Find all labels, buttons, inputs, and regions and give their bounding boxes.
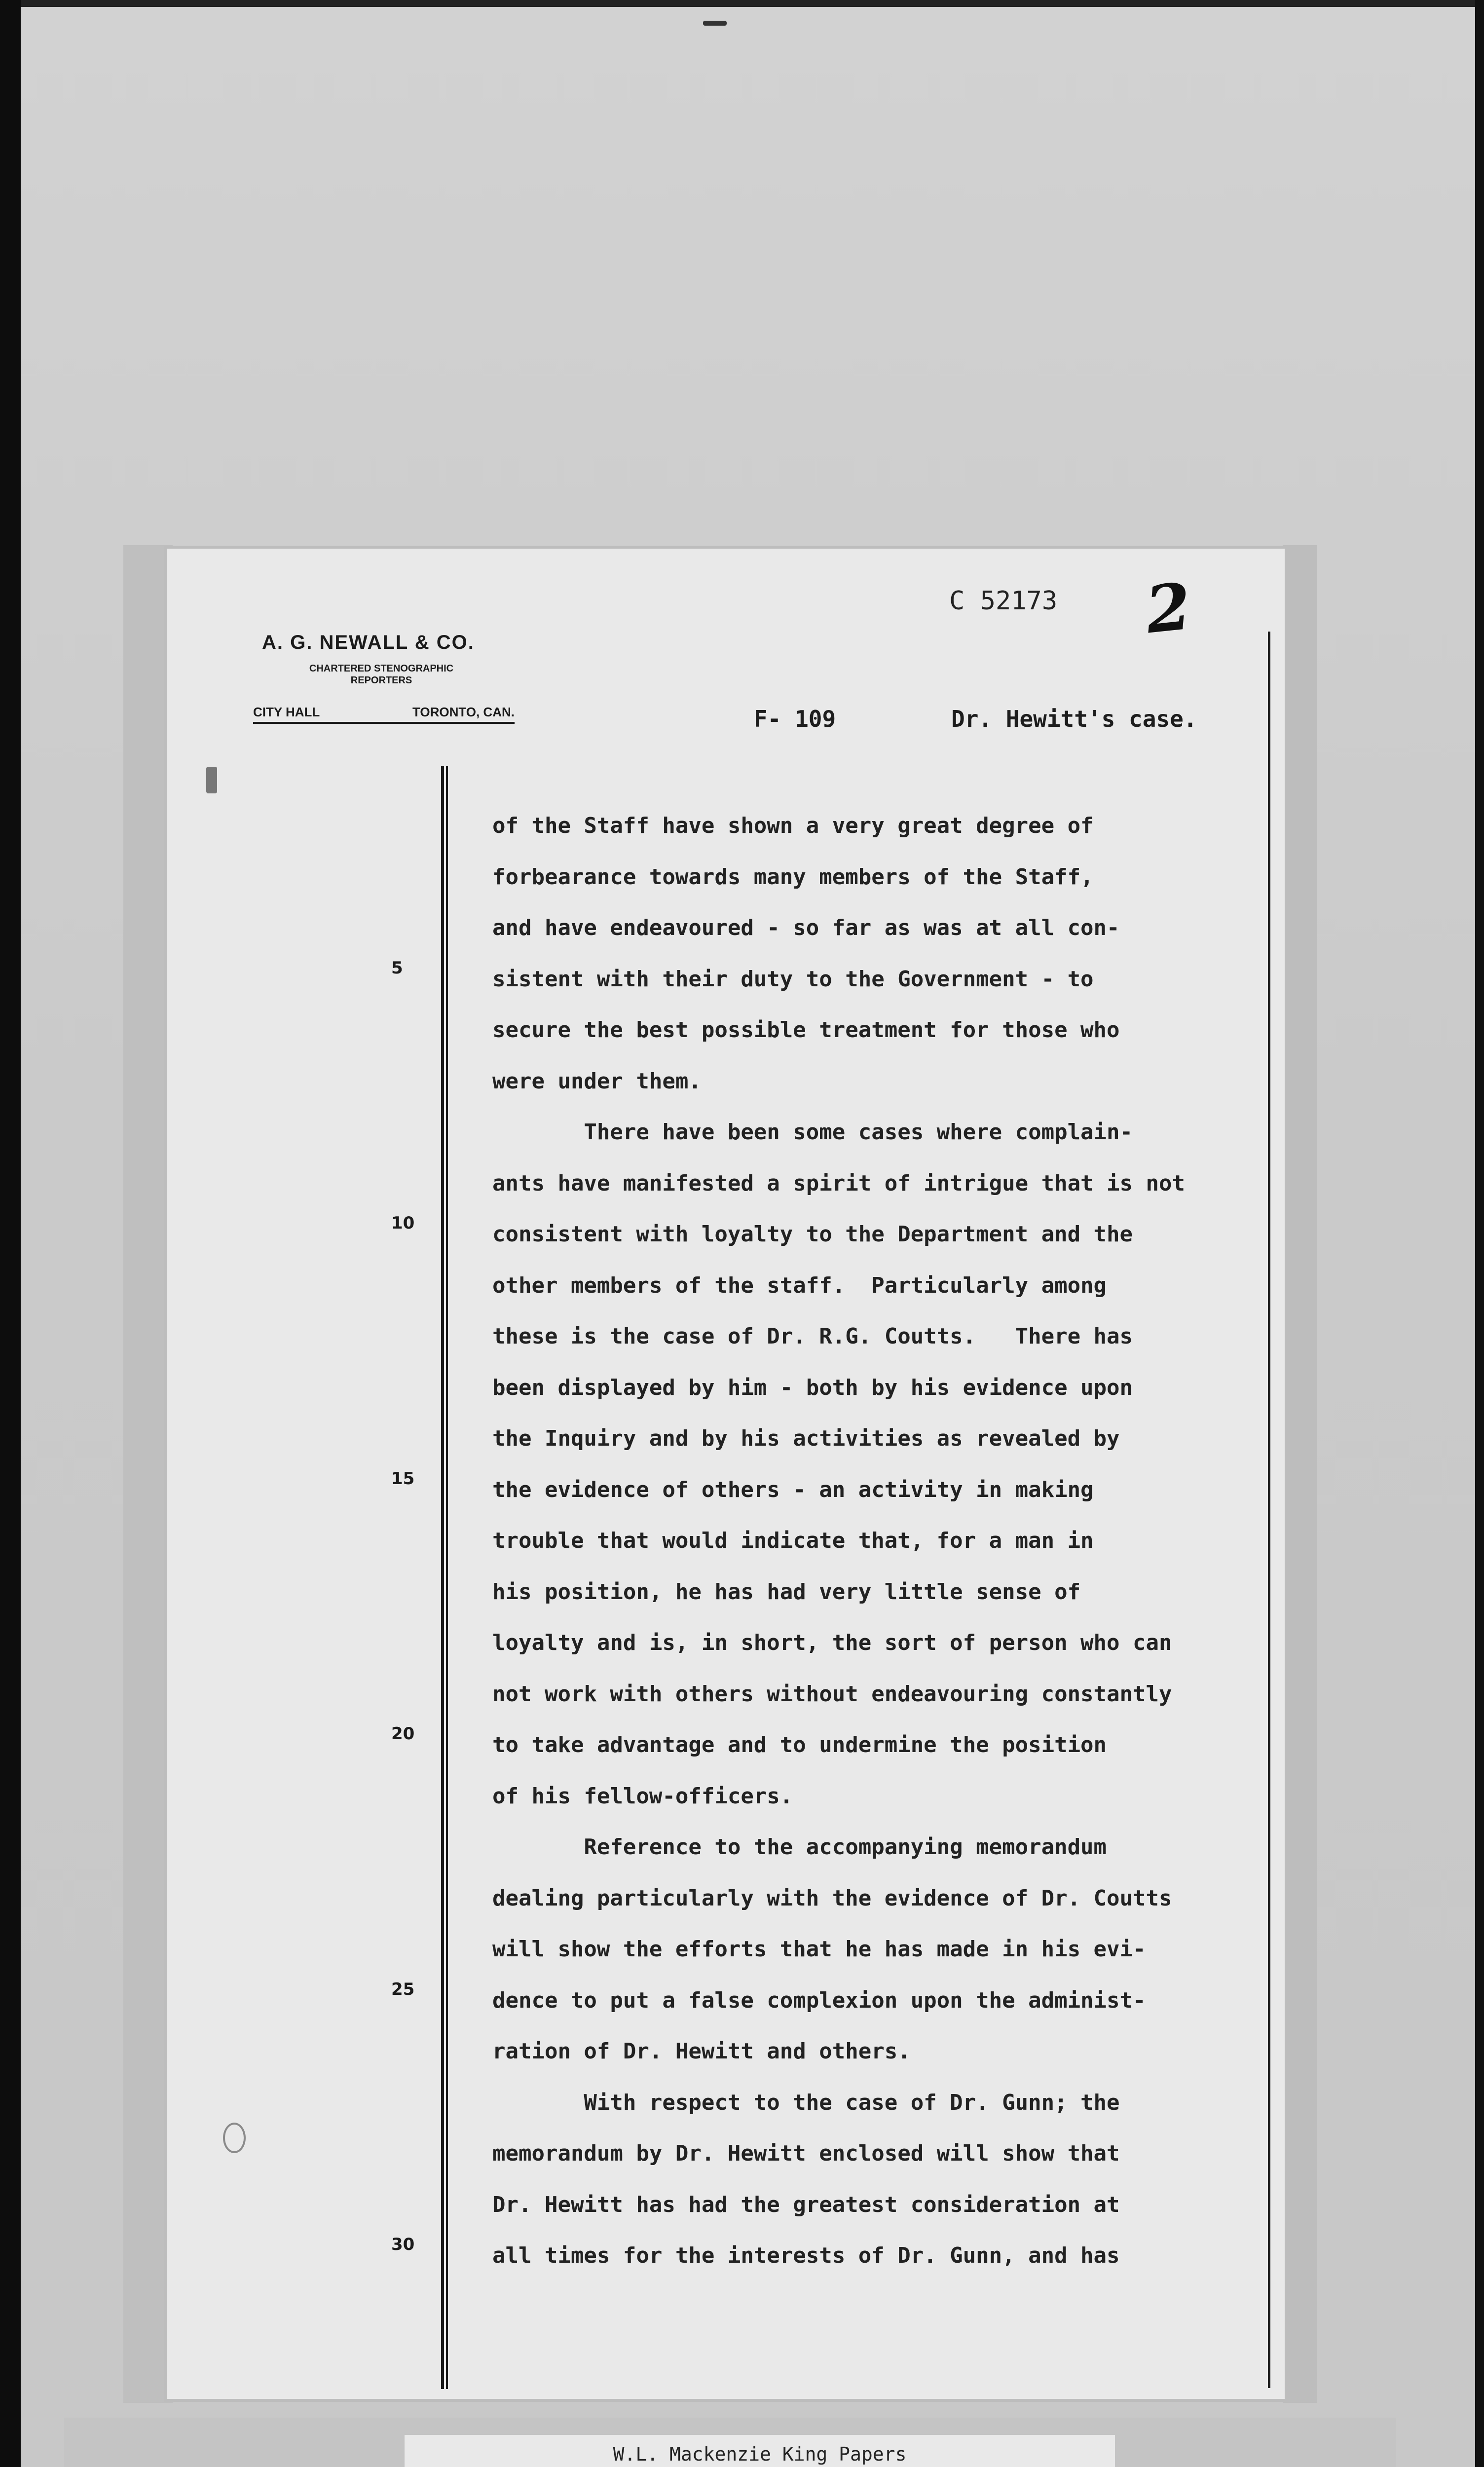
text-line: ration of Dr. Hewitt and others. — [492, 2039, 911, 2064]
sheet-shadow-left — [123, 545, 173, 2403]
binder-mark — [206, 767, 217, 793]
text-line: dealing particularly with the evidence of Dr. Coutts — [492, 1885, 1172, 1911]
text-line: all times for the interests of Dr. Gunn, and has — [492, 2243, 1120, 2268]
text-line: of the Staff have shown a very great degree of — [492, 813, 1094, 838]
line-number: 30 — [391, 2235, 415, 2254]
line-number: 10 — [391, 1213, 415, 1233]
film-edge-right — [1475, 0, 1484, 2467]
handwritten-page-number: 2 — [1142, 568, 1195, 648]
text-line: forbearance towards many members of the Staff, — [492, 864, 1094, 890]
text-line: sistent with their duty to the Government - to — [492, 966, 1094, 992]
text-line: not work with others without endeavouring constantly — [492, 1681, 1172, 1707]
line-number: 20 — [391, 1724, 415, 1744]
letterhead-subtitle-line2: REPORTERS — [350, 675, 412, 686]
text-line: secure the best possible treatment for those who — [492, 1017, 1120, 1043]
line-number: 15 — [391, 1469, 415, 1489]
reference-code: F- 109 — [754, 706, 836, 732]
text-line: of his fellow-officers. — [492, 1783, 793, 1809]
letterhead-location: TORONTO, CAN. — [412, 705, 515, 719]
letterhead — [253, 632, 515, 719]
text-line: his position, he has had very little sense of — [492, 1579, 1081, 1605]
text-line: consistent with loyalty to the Department and the — [492, 1222, 1133, 1247]
text-line: will show the efforts that he has made in his evi- — [492, 1937, 1146, 1962]
text-line: Dr. Hewitt has had the greatest consideration at — [492, 2192, 1120, 2217]
text-line: were under them. — [492, 1068, 702, 1094]
text-line: With respect to the case of Dr. Gunn; the — [492, 2090, 1120, 2115]
line-number: 5 — [391, 958, 403, 978]
letterhead-subtitle — [253, 663, 510, 686]
body-text — [492, 800, 1262, 2281]
margin-rule-left-inner — [446, 766, 448, 2389]
letterhead-city-hall: CITY HALL — [253, 705, 320, 719]
text-line: trouble that would indicate that, for a man in — [492, 1528, 1094, 1553]
text-line: loyalty and is, in short, the sort of person who can — [492, 1630, 1172, 1655]
text-line: dence to put a false complexion upon the administ- — [492, 1987, 1146, 2013]
text-line: ants have manifested a spirit of intrigue that is not — [492, 1170, 1185, 1196]
film-mark — [703, 21, 727, 26]
letterhead-firm: A. G. NEWALL & CO. — [262, 632, 475, 653]
text-line: the Inquiry and by his activities as revealed by — [492, 1426, 1120, 1451]
text-line: to take advantage and to undermine the position — [492, 1732, 1107, 1757]
text-line: other members of the staff. Particularly among — [492, 1272, 1107, 1298]
text-line: these is the case of Dr. R.G. Coutts. There has — [492, 1324, 1133, 1349]
film-edge-left — [0, 0, 21, 2467]
case-title: Dr. Hewitt's case. — [951, 706, 1197, 732]
margin-rule-left — [441, 766, 444, 2389]
collection-name: W.L. Mackenzie King Papers — [613, 2443, 907, 2465]
film-edge-top — [0, 0, 1484, 7]
text-line: been displayed by him - both by his evidence upon — [492, 1375, 1133, 1400]
margin-rule-right — [1268, 632, 1270, 2388]
letterhead-address — [253, 705, 515, 724]
text-line: memorandum by Dr. Hewitt enclosed will show that — [492, 2141, 1120, 2166]
collection-label — [405, 2442, 1115, 2467]
text-line: the evidence of others - an activity in making — [492, 1477, 1094, 1502]
letterhead-subtitle-line1: CHARTERED STENOGRAPHIC — [309, 663, 454, 674]
document-page — [167, 549, 1285, 2399]
text-line: Reference to the accompanying memorandum — [492, 1834, 1107, 1860]
sheet-shadow-right — [1283, 545, 1317, 2403]
text-line: and have endeavoured - so far as was at all con- — [492, 915, 1120, 940]
punch-hole — [223, 2123, 246, 2153]
document-number: C 52173 — [949, 586, 1058, 616]
line-number: 25 — [391, 1980, 415, 1999]
text-line: There have been some cases where complain- — [492, 1120, 1133, 1145]
